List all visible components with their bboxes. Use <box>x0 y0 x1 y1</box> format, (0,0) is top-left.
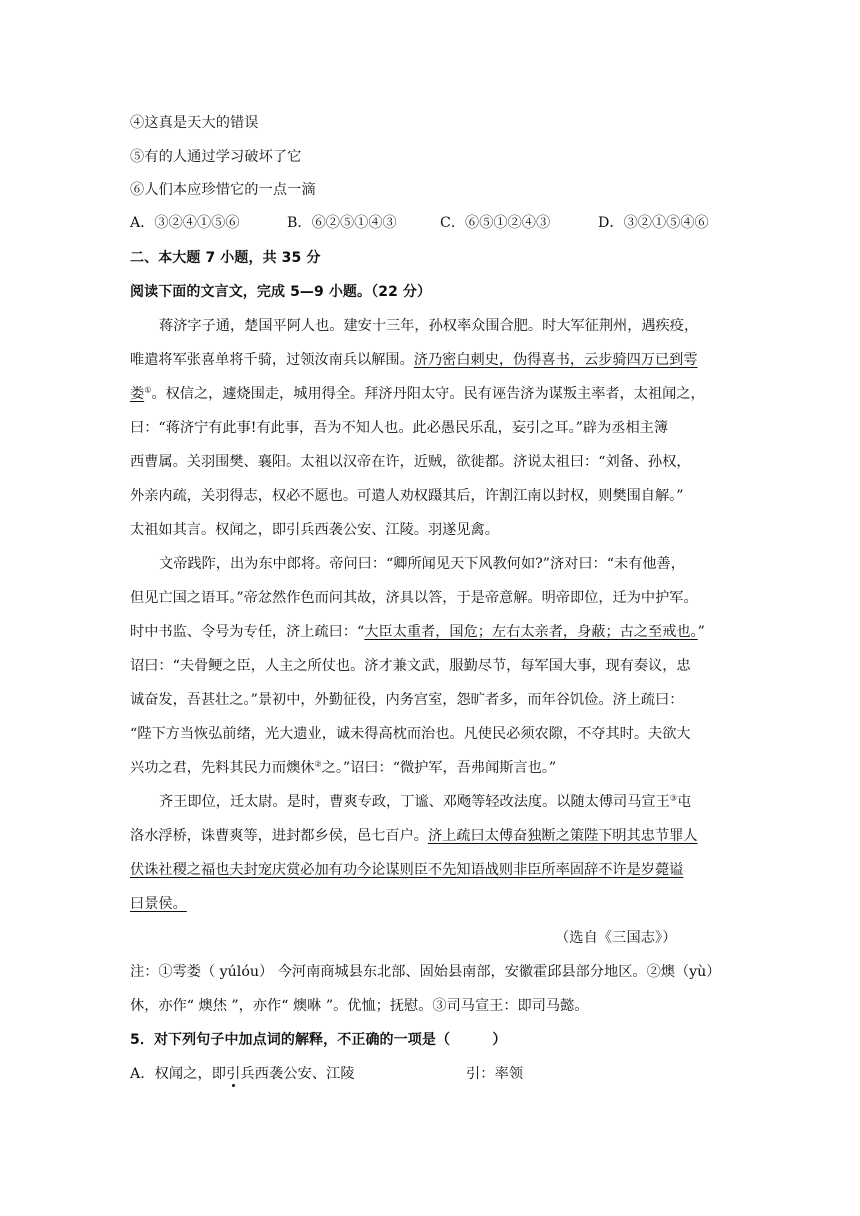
underlined-sentence-2: 大臣太重者，国危；左右太亲者，身蔽；古之至戒也。 <box>364 624 698 640</box>
option-a-text: 兵西袭公安、江陵 <box>240 1066 355 1082</box>
question-5-option-a-gloss: 引：率领 <box>466 1066 524 1082</box>
notes-line1: 注：①雩娄（ yúlóu） 今河南商城县东北部、固始县南部，安徽霍邱县部分地区。②燠（yù） <box>130 964 721 980</box>
passage-p2-line1: 文帝践阼，出为东中郎将。帝问曰：“卿所闻见天下风教何如?”济对曰：“未有他善， <box>159 556 685 572</box>
passage-text: ” <box>697 624 705 640</box>
underlined-sentence-3-end: 曰景侯。 <box>130 896 187 912</box>
passage-p2-line4: 诏曰：“夫骨鲠之臣，人主之所仗也。济才兼文武，服勤尽节，每军国大事，现有奏议，忠 <box>130 658 691 674</box>
passage-p1-line4: 曰：“蒋济宁有此事!有此事，吾为不知人也。此必愚民乐乱，妄引之耳。”辟为丞相主簿 <box>130 420 669 436</box>
footnote-mark-2: ② <box>314 759 322 769</box>
passage-text: 齐王即位，迁太尉。是时，曹爽专政，丁谧、邓飏等轻改法度。以随太傅司马宣王 <box>159 794 670 810</box>
underlined-sentence-1: 济乃密白刺史，伪得喜书，云步骑四万已到雩 <box>413 352 698 368</box>
choice-b: B．⑥②⑤①④③ <box>287 215 397 231</box>
question-5-stem: 5．对下列句子中加点词的解释，不正确的一项是（ ） <box>130 1032 507 1048</box>
underlined-sentence-1-end: 娄 <box>130 386 145 402</box>
passage-p1-line3 <box>130 383 730 403</box>
choice-c: C．⑥⑤①②④③ <box>440 215 551 231</box>
passage-p3-line2 <box>130 825 730 845</box>
option-line-5: ⑤有的人通过学习破坏了它 <box>130 149 302 165</box>
underlined-sentence-3: 济上疏曰太傅奋独断之策陛下明其忠节罪人 <box>427 828 698 844</box>
passage-text: 洛水浮桥，诛曹爽等，进封都乡侯，邑七百户。 <box>130 828 428 844</box>
passage-text: 兴功之君，先料其民力而燠休 <box>130 760 315 776</box>
section-two-heading: 二、本大题 7 小题，共 35 分 <box>130 250 321 266</box>
passage-p3-line3 <box>130 859 730 879</box>
passage-p1-line7: 太祖如其言。权闻之，即引兵西袭公安、江陵。羽遂见禽。 <box>130 522 499 538</box>
question-5-option-a <box>130 1063 355 1083</box>
option-line-6: ⑥人们本应珍惜它的一点一滴 <box>130 182 316 198</box>
passage-p3-line4 <box>130 893 730 913</box>
passage-source: （选自《三国志》） <box>555 930 677 946</box>
passage-p1-line6: 外亲内疏，关羽得志，权必不愿也。可遣人劝权蹑其后，许割江南以封权，则樊围自解。” <box>130 488 684 504</box>
passage-text: 之。”诏曰：“微护军，吾弗闻斯言也。” <box>321 760 557 776</box>
footnote-mark-3: ③ <box>669 793 677 803</box>
passage-p2-line7 <box>130 757 730 777</box>
passage-text: 。权信之，遽烧围走，城用得全。拜济丹阳太守。民有诬告济为谋叛主率者，太祖闻之， <box>151 386 705 402</box>
notes-line2: 休，亦作“ 燠烋 ”，亦作“ 燠咻 ”。优恤；抚慰。③司马宣王：即司马懿。 <box>130 998 589 1014</box>
passage-p1-line1: 蒋济字子通，楚国平阿人也。建安十三年，孙权率众围合肥。时大军征荆州，遇疾疫， <box>159 318 699 334</box>
passage-p1-line5: 西曹属。关羽围樊、襄阳。太祖以汉帝在许，近贼，欲徙都。济说太祖曰：“刘备、孙权， <box>130 454 691 470</box>
option-line-4: ④这真是天大的错误 <box>130 115 259 131</box>
option-a-text: A．权闻之，即 <box>130 1066 227 1082</box>
passage-p2-line5: 诚奋发，吾甚壮之。”景初中，外勤征役，内务宫室，怨旷者多，而年谷饥俭。济上疏曰： <box>130 692 684 708</box>
passage-p3-line1 <box>159 791 759 811</box>
footnote-mark-1: ① <box>144 385 152 395</box>
choice-a: A．③②④①⑤⑥ <box>130 215 240 231</box>
passage-p2-line3 <box>130 621 730 641</box>
passage-text: 时中书监、令号为专任，济上疏曰：“ <box>130 624 365 640</box>
passage-p2-line6: “陛下方当恢弘前绪，光大遗业，诚未得高枕而治也。凡使民必须农隙，不夺其时。夫欲大 <box>130 726 691 742</box>
passage-text: 屯 <box>676 794 692 810</box>
dotted-word: 引 <box>226 1063 240 1083</box>
section-two-instruction: 阅读下面的文言文，完成 5—9 小题。（22 分） <box>130 284 432 300</box>
passage-p2-line2: 但见亡国之语耳。”帝忿然作色而问其故，济具以答，于是帝意解。明帝即位，迁为中护军。 <box>130 590 698 606</box>
underlined-sentence-3-cont: 伏诛社稷之福也夫封宠庆赏必加有功今论谋则臣不先知语战则非臣所率固辞不许是岁薨谥 <box>130 862 684 878</box>
choice-d: D．③②①⑤④⑥ <box>598 215 709 231</box>
passage-p1-line2 <box>130 349 730 369</box>
passage-text: 唯遣将军张喜单将千骑，过领汝南兵以解围。 <box>130 352 414 368</box>
